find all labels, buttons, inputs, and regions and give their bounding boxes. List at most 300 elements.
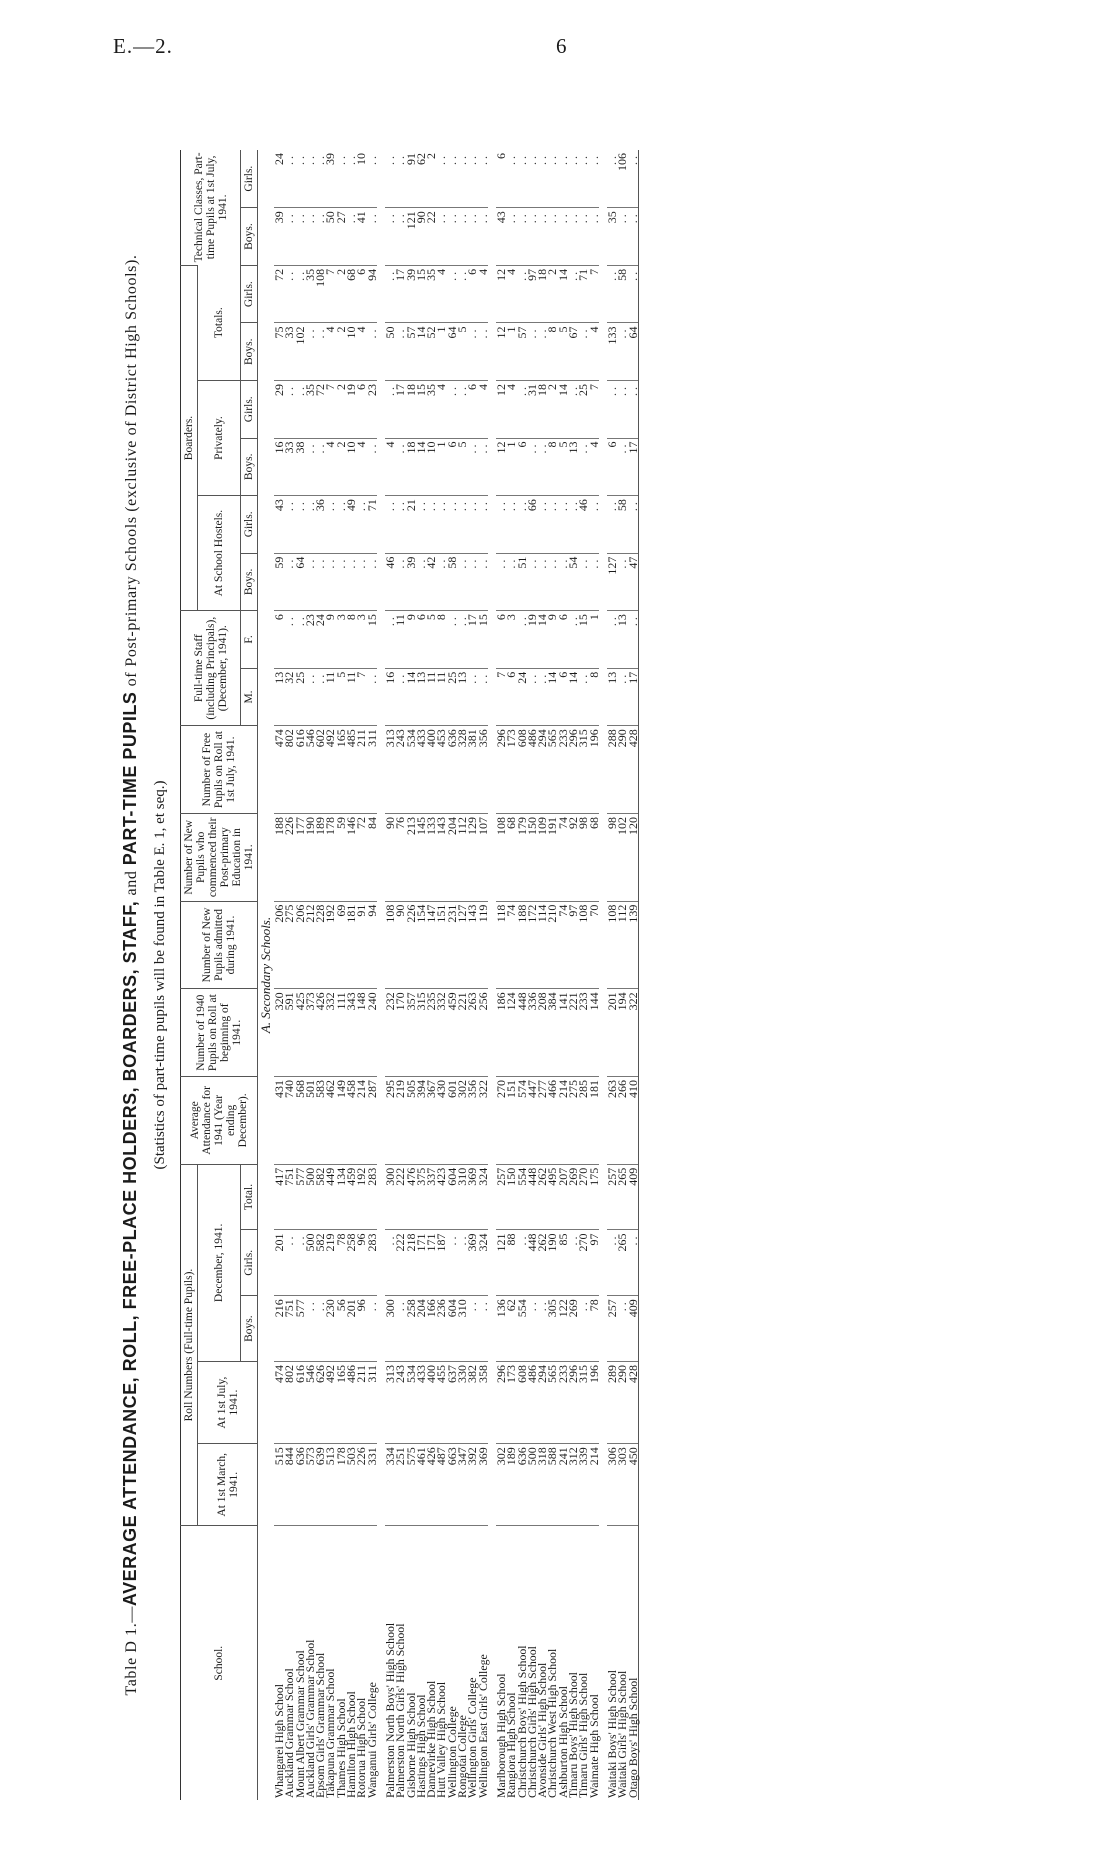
table-cell: .. [578,553,588,611]
table-cell: 90 [416,208,426,266]
header-december: December, 1941. [198,1164,241,1361]
table-cell: 212 [305,901,315,989]
table-cell: .. [295,611,305,669]
table-cell: 41 [356,208,366,266]
table-cell: 147 [426,901,436,989]
table-cell: 384 [547,989,557,1077]
table-cell: 64 [628,323,639,381]
table-cell: 7 [325,380,335,438]
table-cell: 196 [589,1362,599,1444]
table-row [589,150,599,1800]
table-cell: 334 [385,1444,395,1526]
table-cell: 10 [354,153,369,165]
table-cell: 663 [447,1444,457,1526]
header-hostel-girls: Girls. [241,496,258,554]
title-of: of [123,671,140,687]
table-cell: 313 [385,726,395,814]
table-cell: 4 [478,380,488,438]
table-cell: 251 [395,1444,405,1526]
table-cell: 236 [436,1296,446,1362]
table-cell: .. [514,153,529,165]
table-cell: 13 [568,438,578,496]
header-hostel-boys: Boys. [241,553,258,611]
table-cell: 226 [406,901,416,989]
table-cell: 503 [346,1444,356,1526]
table-cell: 4 [325,323,335,381]
table-cell: 15 [416,265,426,323]
title-and: and [123,870,140,896]
table-cell: 453 [436,726,446,814]
table-cell: .. [313,153,328,165]
table-cell: 577 [295,1164,305,1230]
table-cell: .. [586,153,601,165]
table-cell: 431 [274,1077,284,1165]
table-cell: 150 [506,1164,516,1230]
header-totals-boys: Boys. [241,323,258,381]
table-cell: .. [367,553,377,611]
table-cell: .. [284,380,294,438]
table-cell: 315 [578,726,588,814]
school-name: Wellington Girls' College [467,1526,477,1800]
table-cell: .. [436,496,446,554]
table-cell: 178 [336,1444,346,1526]
table-cell: .. [517,208,527,266]
table-cell: .. [295,1230,305,1296]
table-cell: .. [447,611,457,669]
table-cell: 39 [274,208,284,266]
table-cell: 243 [395,1362,405,1444]
table-cell: .. [576,153,591,165]
table-cell: 106 [615,153,630,171]
table-cell: 68 [589,813,599,901]
table-cell: .. [607,265,617,323]
table-cell: 108 [607,901,617,989]
table-cell: .. [305,323,315,381]
table-cell: .. [426,496,436,554]
table-cell: 47 [628,553,639,611]
table-row [315,150,325,1800]
table-cell: 136 [496,1296,506,1362]
table-cell: 500 [527,1444,537,1526]
table-cell: .. [465,153,480,165]
table-row [517,150,527,1800]
school-name: Otago Boys' High School [628,1526,639,1800]
school-name: Palmerston North Girls' High School [395,1526,405,1800]
table-cell: 230 [325,1296,335,1362]
table-cell: 269 [568,1296,578,1362]
table-cell: 328 [457,726,467,814]
table-row [356,150,366,1800]
table-cell: 233 [558,726,568,814]
table-cell: 577 [295,1296,305,1362]
table-cell: 71 [578,265,588,323]
table-cell: 574 [517,1077,527,1165]
table-cell: .. [628,380,639,438]
table-cell: 102 [295,323,305,381]
table-cell: 207 [558,1164,568,1230]
table-cell: .. [478,438,488,496]
table-cell: 35 [426,265,436,323]
table-cell: 173 [506,726,516,814]
table-cell: 94 [367,265,377,323]
table-cell: .. [395,1296,405,1362]
table-cell: 534 [406,726,416,814]
table-cell: .. [478,496,488,554]
table-cell: 102 [617,813,627,901]
table-cell: 3 [336,611,346,669]
header-tech-girls: Girls. [241,150,258,208]
table-cell: 305 [547,1296,557,1362]
table-cell: 315 [416,989,426,1077]
table-cell: 134 [336,1164,346,1230]
table-cell: 14 [406,668,416,726]
table-cell: 285 [578,1077,588,1165]
table-cell: 303 [617,1444,627,1526]
table-cell: 51 [517,553,527,611]
table-cell: 31 [527,380,537,438]
table-cell: 233 [578,989,588,1077]
table-cell: .. [578,1296,588,1362]
table-cell: 165 [336,1362,346,1444]
table-cell: 269 [568,1164,578,1230]
table-cell: 287 [367,1077,377,1165]
table-cell: 802 [284,1362,294,1444]
table-row [527,150,537,1800]
table-cell: .. [617,208,627,266]
table-cell: .. [527,208,537,266]
table-cell: 636 [517,1444,527,1526]
table-cell: 139 [628,901,639,989]
table-cell: 636 [447,726,457,814]
table-cell: 18 [406,438,416,496]
table-cell: 201 [346,1296,356,1362]
table-cell: 181 [589,1077,599,1165]
table-cell: 369 [467,1230,477,1296]
table-cell: 13 [457,668,467,726]
table-cell: 409 [628,1164,639,1230]
table-cell: 616 [295,726,305,814]
table-cell: 71 [367,496,377,554]
table-cell: 337 [426,1164,436,1230]
table-row [496,150,506,1800]
table-cell: .. [356,553,366,611]
table-cell: 57 [517,323,527,381]
table-cell: 150 [527,813,537,901]
table-cell: 322 [478,1077,488,1165]
table-cell: .. [527,553,537,611]
table-cell: 151 [436,901,446,989]
table-cell: 92 [568,813,578,901]
header-totals: Totals. [198,265,241,380]
table-cell: 67 [568,323,578,381]
table-cell: 381 [467,726,477,814]
table-cell: 6 [558,668,568,726]
table-cell: .. [305,438,315,496]
table-cell: .. [607,380,617,438]
table-cell: 257 [607,1164,617,1230]
table-cell: 78 [589,1296,599,1362]
table-cell: 154 [416,901,426,989]
table-cell: 11 [426,668,436,726]
table-cell: .. [467,323,477,381]
table-cell: 5 [426,611,436,669]
table-cell: .. [457,1230,467,1296]
table-cell: 256 [478,989,488,1077]
table-cell: 25 [447,668,457,726]
table-cell: 486 [527,726,537,814]
table-cell: .. [589,208,599,266]
rotated-table-stage [120,150,970,1800]
table-cell: .. [527,323,537,381]
school-name: Palmerston North Boys' High School [385,1526,395,1800]
table-cell: 318 [537,1444,547,1526]
school-name: Wellington East Girls' College [478,1526,488,1800]
table-cell: .. [295,380,305,438]
school-name: Ashburton High School [558,1526,568,1800]
table-cell: 133 [607,323,617,381]
table-cell: .. [367,668,377,726]
table-cell: .. [344,153,359,165]
table-cell: .. [302,153,317,165]
table-cell: 23 [367,380,377,438]
table-cell: 343 [346,989,356,1077]
table-cell: 400 [426,726,436,814]
table-row [274,150,284,1800]
table-cell: 358 [478,1362,488,1444]
table-cell: .. [578,208,588,266]
table-cell: .. [527,668,537,726]
table-cell: 751 [284,1296,294,1362]
table-cell: 90 [385,813,395,901]
table-cell: 295 [385,1077,395,1165]
header-roll-group: Roll Numbers (Full-time Pupils). [181,1164,198,1526]
school-name: Rongotai College [457,1526,467,1800]
header-privately: Privately. [198,380,241,495]
table-row [436,150,446,1800]
school-name: Waimate High School [589,1526,599,1800]
table-cell: .. [558,553,568,611]
table-cell: 320 [274,989,284,1077]
table-cell: 409 [628,1296,639,1362]
table-cell: 1 [506,323,516,381]
table-cell: 306 [607,1444,617,1526]
table-cell: 339 [578,1444,588,1526]
table-cell: 109 [537,813,547,901]
table-cell: 14 [558,265,568,323]
table-cell: .. [617,438,627,496]
school-name: Marlborough High School [496,1526,506,1800]
table-cell: 11 [346,668,356,726]
table-cell: 6 [496,611,506,669]
table-cell: 448 [517,989,527,1077]
table-cell: 474 [274,726,284,814]
table-cell: .. [325,496,335,554]
school-name: Avonside Girls' High School [537,1526,547,1800]
table-cell: .. [478,323,488,381]
table-cell: 258 [406,1296,416,1362]
table-cell: 23 [305,611,315,669]
header-1940-pupils: Number of 1940 Pupils on Roll at beginning of 1941. [181,989,258,1077]
table-cell: .. [506,496,516,554]
group-spacer [599,150,607,1800]
table-cell: 166 [426,1296,436,1362]
school-name: Takapuna Grammar School [325,1526,335,1800]
table-cell: .. [506,553,516,611]
table-cell: 211 [356,726,366,814]
table-cell: 296 [496,1362,506,1444]
table-cell: 49 [346,496,356,554]
table-cell: .. [628,496,639,554]
table-cell: 382 [467,1362,477,1444]
school-name: Wellington College [447,1526,457,1800]
table-cell: 410 [628,1077,639,1165]
header-school: School. [181,1526,258,1800]
table-cell: .. [367,208,377,266]
header-new-admitted: Number of New Pupils admitted during 1941. [181,901,258,989]
table-cell: 18 [406,380,416,438]
table-cell: 2 [336,438,346,496]
table-cell: 6 [607,438,617,496]
table-cell: 332 [436,989,446,1077]
table-cell: 21 [406,496,416,554]
table-row [416,150,426,1800]
table-cell: 17 [395,380,405,438]
school-name: Epsom Girls' Grammar School [315,1526,325,1800]
table-cell: 108 [496,813,506,901]
table-cell: .. [537,323,547,381]
table-cell: 302 [496,1444,506,1526]
table-cell: 1 [436,438,446,496]
table-cell: 2 [336,323,346,381]
table-cell: 112 [457,813,467,901]
table-cell: 222 [395,1164,405,1230]
table-cell: 294 [537,1362,547,1444]
table-cell: 265 [617,1230,627,1296]
table-cell: 294 [537,726,547,814]
table-cell: 24 [272,153,286,165]
table-cell: 4 [325,438,335,496]
table-cell: 108 [315,265,325,323]
table-cell: .. [315,1296,325,1362]
table-cell: 5 [558,438,568,496]
table-cell: .. [478,1296,488,1362]
table-cell: 17 [395,265,405,323]
table-cell: 7 [356,668,366,726]
table-cell: .. [333,153,348,165]
table-cell: 575 [406,1444,416,1526]
table-cell: .. [457,496,467,554]
table-row [447,150,457,1800]
table-cell: 12 [496,438,506,496]
table-cell: 22 [426,208,436,266]
table-cell: 43 [274,496,284,554]
table-cell: 608 [517,1362,527,1444]
table-row [325,150,335,1800]
table-cell: 39 [406,553,416,611]
table-cell: .. [284,496,294,554]
table-cell: 29 [274,380,284,438]
table-cell: 296 [568,1362,578,1444]
table-cell: 369 [478,1444,488,1526]
table-cell: 35 [305,265,315,323]
table-cell: 38 [295,438,305,496]
table-cell: .. [416,496,426,554]
table-cell: 6 [356,380,366,438]
table-cell: 56 [336,1296,346,1362]
table-row [295,150,305,1800]
table-cell: 4 [589,323,599,381]
table-cell: .. [315,438,325,496]
table-cell: 70 [589,901,599,989]
table-cell: 214 [356,1077,366,1165]
table-cell: .. [305,496,315,554]
table-cell: 7 [589,380,599,438]
table-cell: 170 [395,989,405,1077]
school-name: Christchurch Girls' High School [527,1526,537,1800]
table-cell: .. [395,438,405,496]
table-cell: 64 [295,553,305,611]
table-cell: 257 [496,1164,506,1230]
table-cell: .. [617,668,627,726]
table-cell: .. [589,496,599,554]
table-cell: 487 [436,1444,446,1526]
school-name: Dannevirke High School [426,1526,436,1800]
table-cell: 505 [406,1077,416,1165]
table-cell: 241 [558,1444,568,1526]
table-cell: 88 [506,1230,516,1296]
table-cell: 14 [416,438,426,496]
table-cell: .. [537,496,547,554]
table-cell: .. [566,153,581,165]
table-cell: 5 [457,438,467,496]
table-cell: 455 [436,1362,446,1444]
table-cell: 2 [424,153,439,159]
table-cell: 221 [457,989,467,1077]
table-cell: 289 [607,1362,617,1444]
table-cell: 6 [506,668,516,726]
table-cell: 35 [426,380,436,438]
header-at-march: At 1st March, 1941. [198,1444,258,1526]
table-cell: .. [457,553,467,611]
header-average-attendance: Average Attendance for 1941 (Year ending December). [181,1077,258,1165]
table-cell: 6 [467,380,477,438]
table-cell: .. [455,153,470,165]
table-cell: .. [607,611,617,669]
table-cell: 216 [274,1296,284,1362]
table-cell: 194 [617,989,627,1077]
table-cell: 196 [589,726,599,814]
table-cell: .. [535,153,550,165]
table-cell: 228 [315,901,325,989]
table-cell: 433 [416,1362,426,1444]
table-cell: 290 [617,726,627,814]
table-row [628,150,639,1800]
table-cell: .. [496,496,506,554]
table-cell: .. [364,153,379,165]
school-name: Hamilton High School [346,1526,356,1800]
table-cell: .. [467,1296,477,1362]
table-cell: 311 [367,1362,377,1444]
table-cell: .. [547,208,557,266]
table-cell: 300 [385,1296,395,1362]
table-cell: .. [589,553,599,611]
table-cell: .. [478,208,488,266]
header-totals-girls: Girls. [241,265,258,323]
table-row [336,150,346,1800]
table-cell: 64 [447,323,457,381]
table-cell: 46 [385,553,395,611]
table-row [367,150,377,1800]
